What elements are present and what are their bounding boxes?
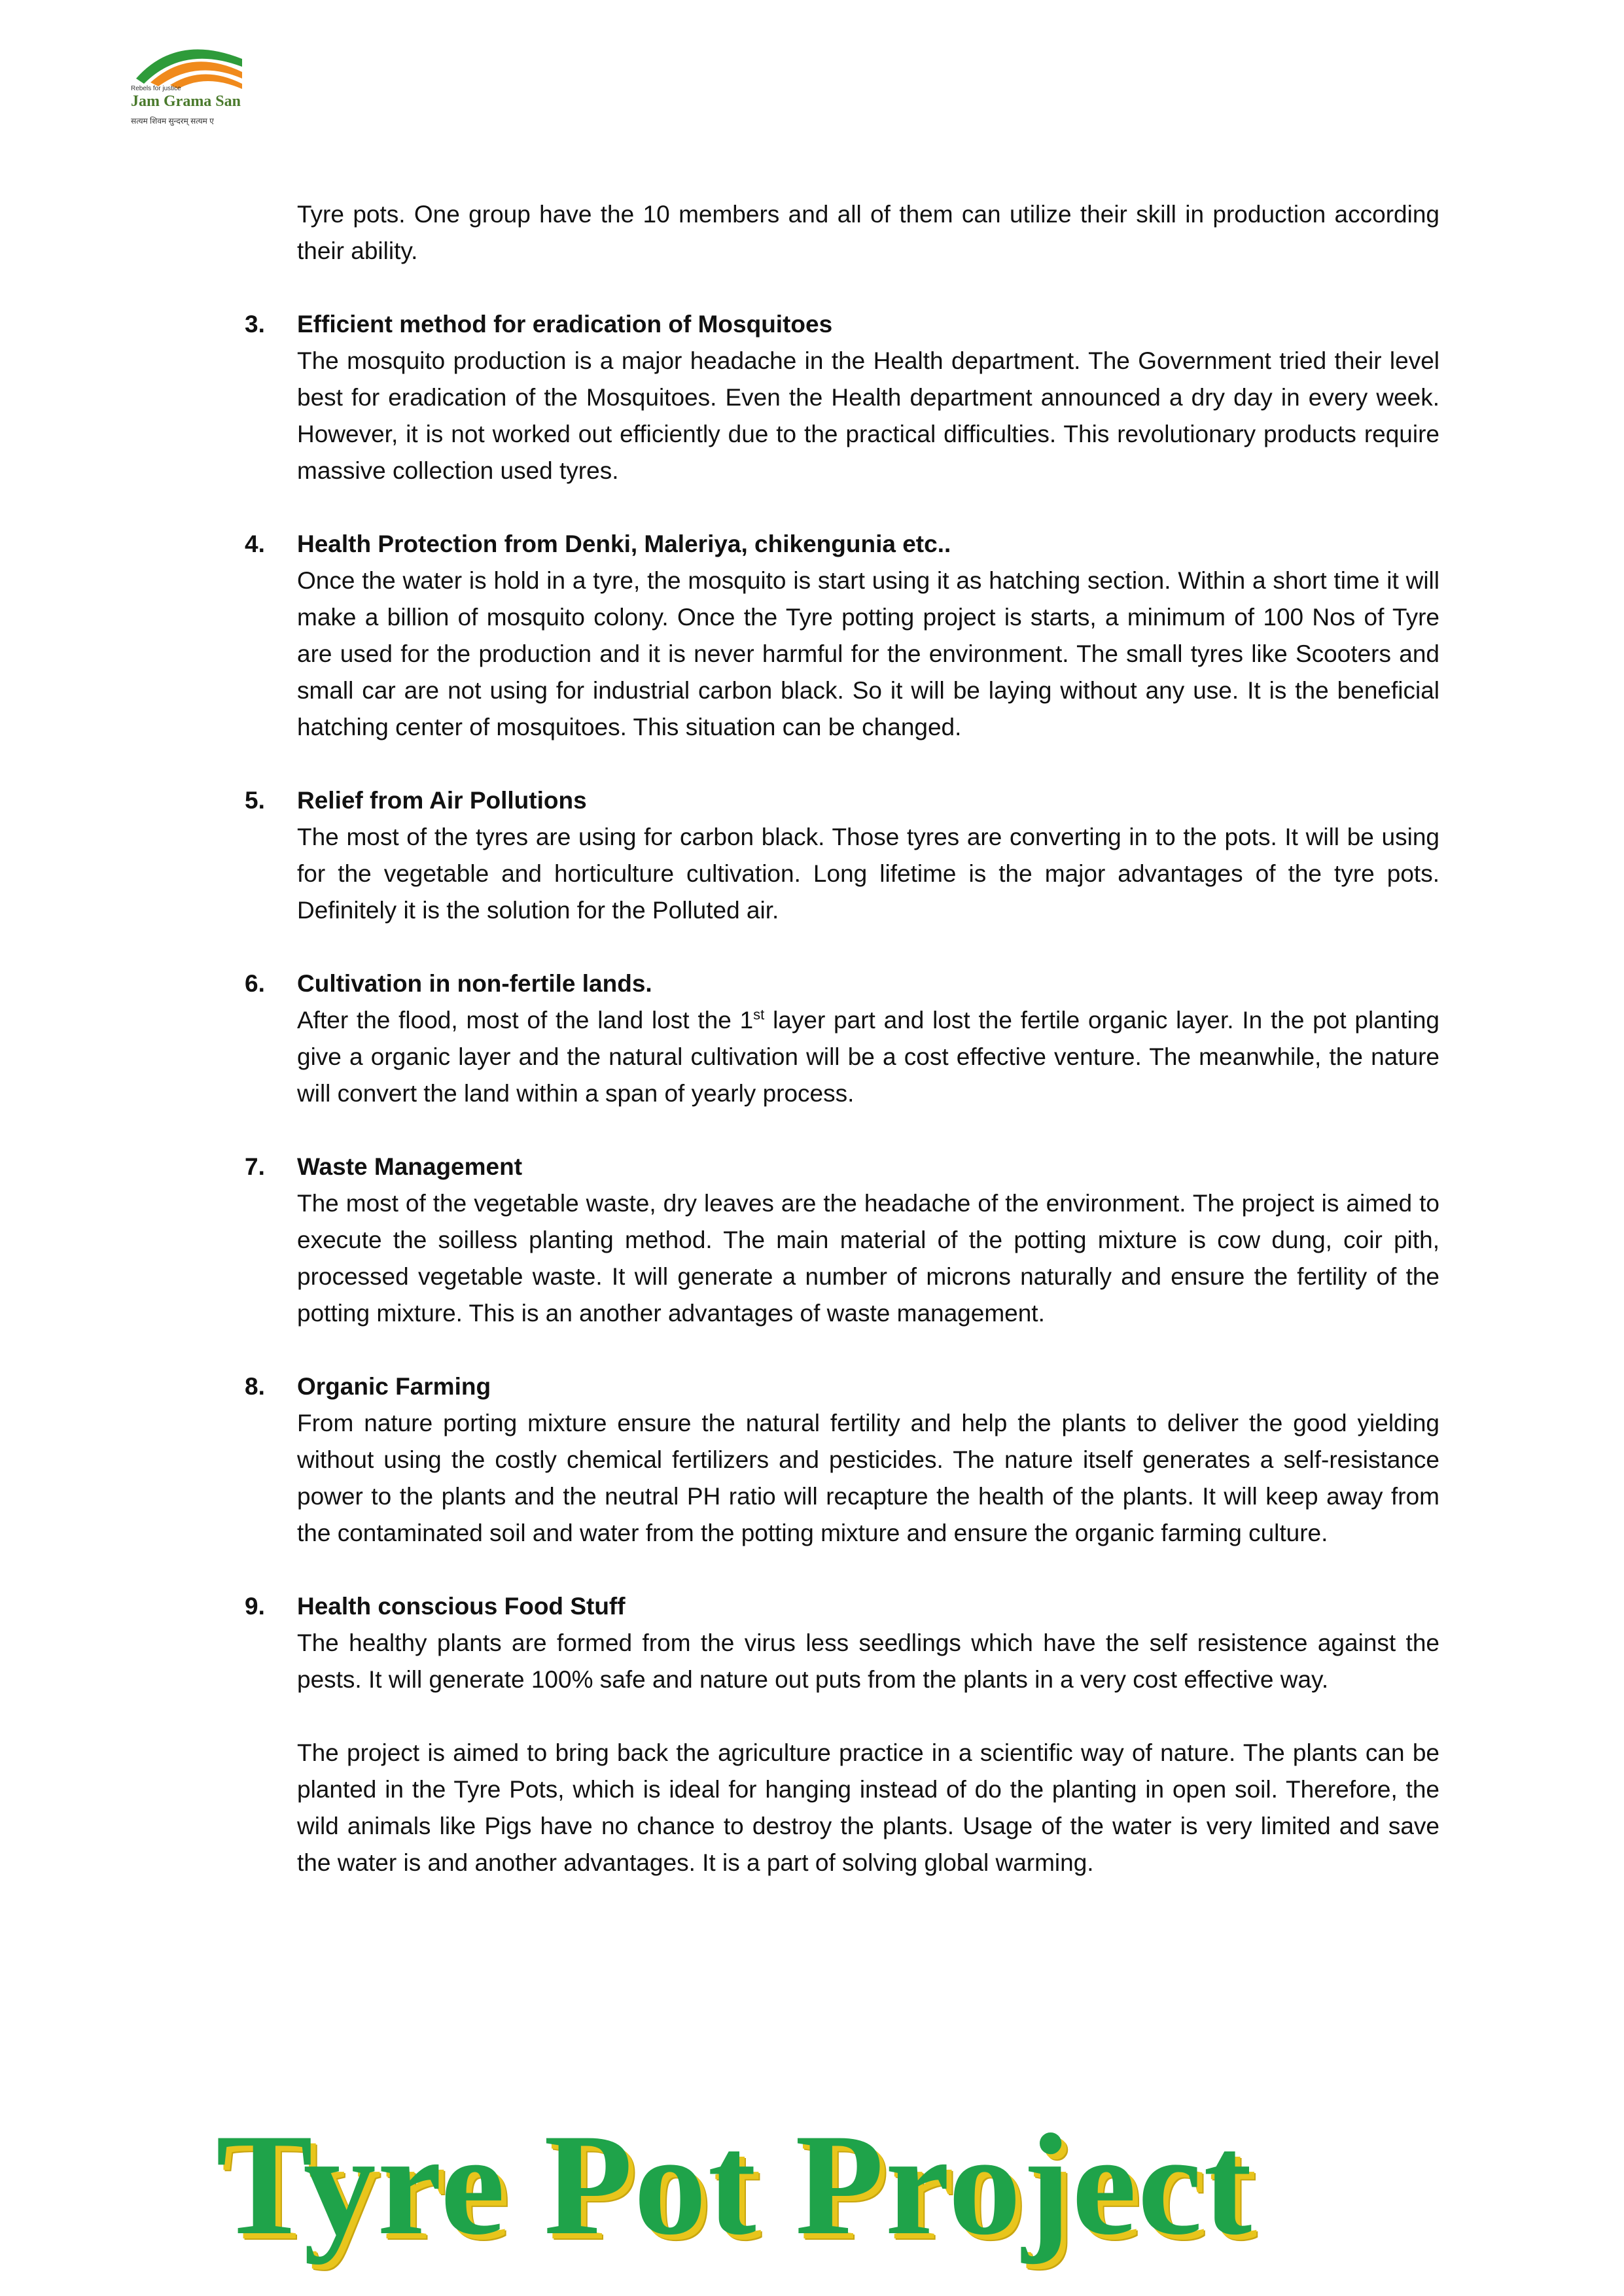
item-paragraph: Once the water is hold in a tyre, the mosquito is start using it as hatching section. Within a short time it will make a billion of mosquito colony. Once the Tyre potting project is starts, a minimum of 100 Nos of Tyre are used for the production and it is never harmful for the environment. The small tyres like Scooters and small car are not using for industrial carbon black. So it will be laying without any use. It is the beneficial hatching center of mosquitoes. This situation can be changed. (297, 567, 1439, 740)
superscript-ordinal: st (753, 1006, 765, 1023)
item-paragraph: The mosquito production is a major headache in the Health department. The Government tried their level best for eradication of the Mosquitoes. Even the Health department announced a dry day in every week. However, it is not worked out efficiently due to the practical difficulties. This revolutionary products require massive collection used tyres. (297, 347, 1439, 484)
closing-paragraph: The project is aimed to bring back the agriculture practice in a scientific way of nature. The plants can be planted in the Tyre Pots, which is ideal for hanging instead of do the planting in open soil. Therefore, the wild animals like Pigs have no chance to destroy the plants. Usage of the water is very limited and save the water is and another advantages. It is a part of solving global warming. (297, 1739, 1439, 1876)
list-item-8 (0, 1368, 1624, 1552)
item-text-before: After the flood, most of the land lost the 1 (297, 1007, 754, 1034)
list-item-5 (0, 782, 1624, 929)
item-heading: Health Protection from Denki, Maleriya, chikengunia etc.. (297, 531, 951, 557)
list-item-9 (0, 1588, 1624, 1698)
item-heading: Efficient method for eradication of Mosquitoes (297, 311, 833, 338)
list-item-4 (0, 526, 1624, 746)
item-heading: Cultivation in non-fertile lands. (297, 970, 652, 997)
document-body (0, 196, 1624, 1881)
organization-logo (131, 33, 262, 144)
item-number: 6. (245, 970, 265, 997)
item-paragraph: The most of the vegetable waste, dry leaves are the headache of the environment. The project is aimed to execute the soilless planting method. The main material of the potting mixture is cow dung, coir pith, processed vegetable waste. It will generate a number of microns naturally and ensure the fertility of the potting mixture. This is an another advantages of waste management. (297, 1190, 1439, 1327)
item-number: 7. (245, 1153, 265, 1180)
list-item-7 (0, 1149, 1624, 1332)
item-paragraph: The most of the tyres are using for carbon black. Those tyres are converting in to the pots. It will be using for the vegetable and horticulture cultivation. Long lifetime is the major advantages of the tyre pots. Definitely it is the solution for the Polluted air. (297, 824, 1439, 924)
item-paragraph: The healthy plants are formed from the virus less seedlings which have the self resistence against the pests. It will generate 100% safe and nature out puts from the plants in a very cost effective way. (297, 1629, 1439, 1693)
logo-motto: सत्यम शिवम सुन्दरम् सत्यम ए (131, 116, 214, 126)
item-text-after: layer part and lost the fertile organic layer. In the pot planting give a organic layer and the natural cultivation will be a cost effective venture. The meanwhile, the nature will convert the land within a span of yearly process. (297, 1007, 1440, 1107)
logo-arcs-icon (131, 33, 250, 92)
list-item-3 (0, 306, 1624, 489)
item-heading: Relief from Air Pollutions (297, 787, 587, 814)
item-paragraph: From nature porting mixture ensure the natural fertility and help the plants to deliver the good yielding without using the costly chemical fertilizers and pesticides. The nature itself generates a self-resistance power to the plants and the neutral PH ratio will recapture the health of the plants. It will keep away from the contaminated soil and water from the potting mixture and ensure the organic farming culture. (297, 1410, 1439, 1546)
item-number: 3. (245, 311, 265, 338)
item-heading: Waste Management (297, 1153, 523, 1180)
item-number: 8. (245, 1373, 265, 1400)
item-number: 9. (245, 1593, 265, 1620)
item-heading: Organic Farming (297, 1373, 491, 1400)
item-heading: Health conscious Food Stuff (297, 1593, 626, 1620)
item-paragraph (297, 1002, 1439, 1112)
logo-tagline: Rebels for justice (131, 85, 181, 92)
item-number: 5. (245, 787, 265, 814)
list-item-6 (0, 965, 1624, 1112)
footer-title: Tyre Pot Project (216, 2104, 1254, 2265)
footer-banner (216, 2104, 1426, 2265)
intro-paragraph: Tyre pots. One group have the 10 members and all of them can utilize their skill in production according their ability. (297, 201, 1439, 264)
logo-org-name: Jam Grama San (131, 93, 241, 110)
item-number: 4. (245, 531, 265, 557)
